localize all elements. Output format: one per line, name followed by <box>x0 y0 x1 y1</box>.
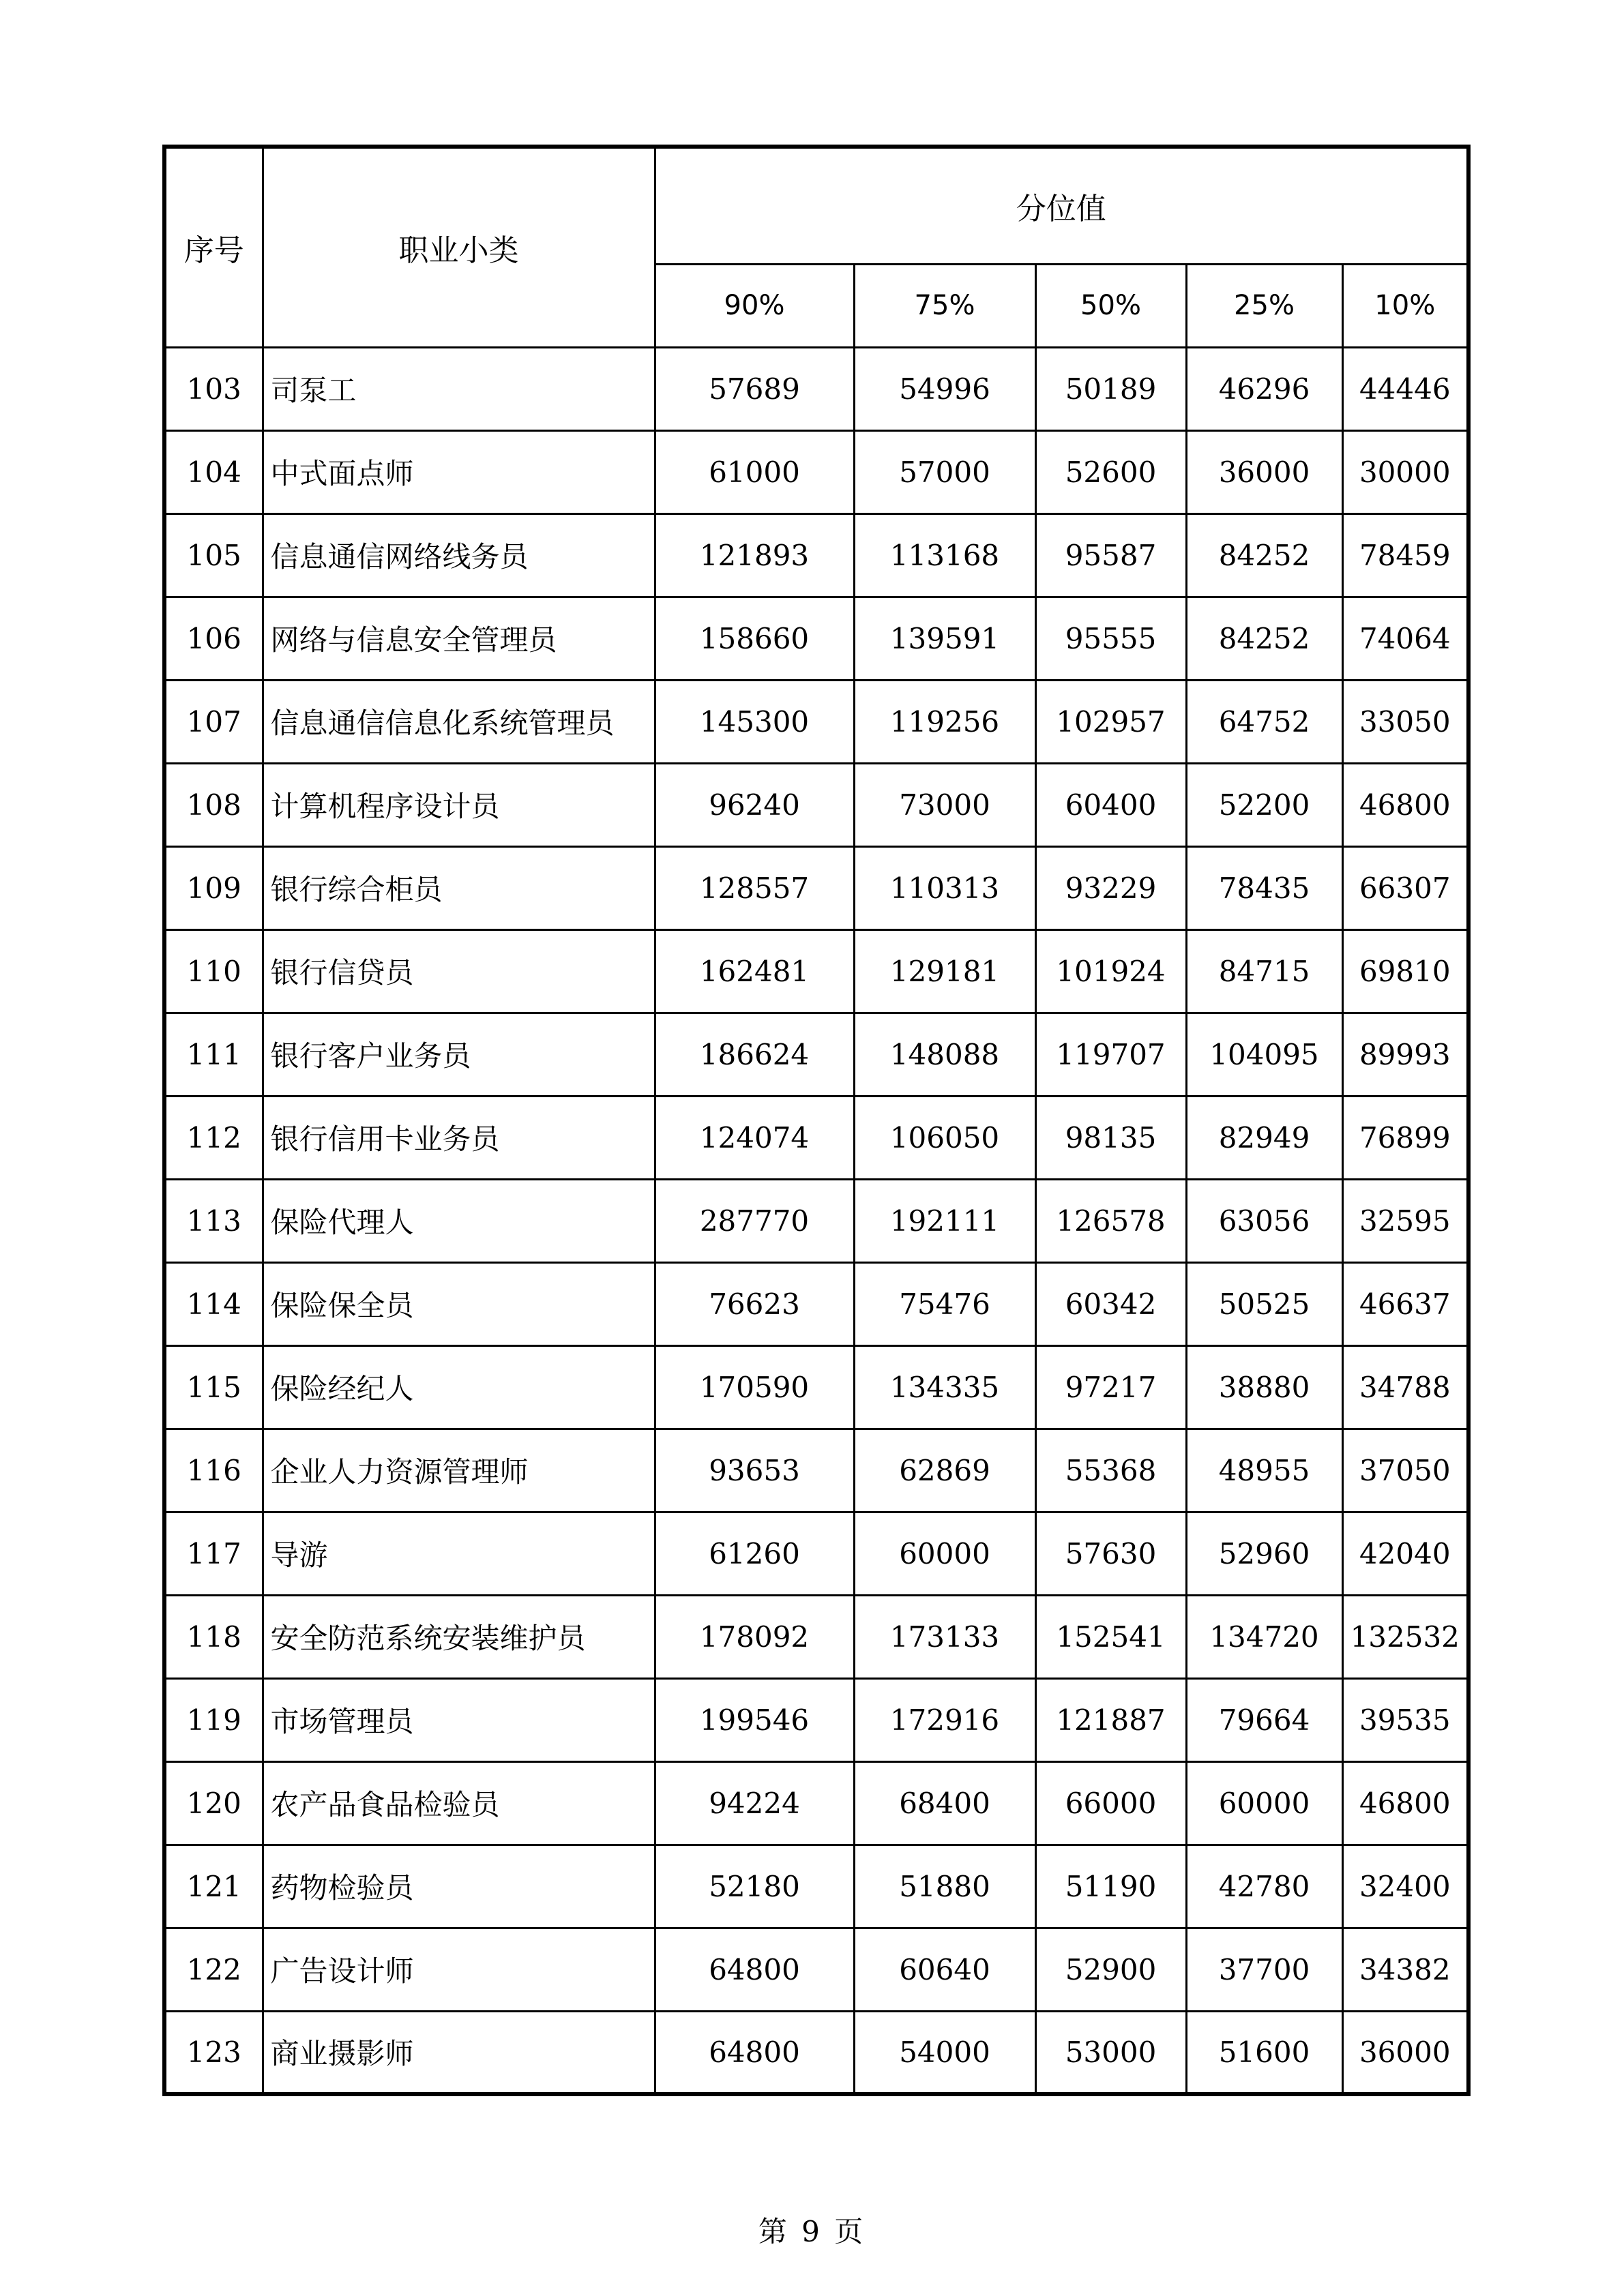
table-row <box>164 1096 1468 1179</box>
header-p25: 25% <box>1186 264 1342 347</box>
cell-p90: 121893 <box>655 513 854 597</box>
cell-p90: 170590 <box>655 1345 854 1429</box>
cell-p90: 158660 <box>655 597 854 680</box>
cell-p25: 52200 <box>1186 763 1342 846</box>
cell-occupation: 信息通信网络线务员 <box>263 513 655 597</box>
cell-p90: 128557 <box>655 846 854 929</box>
cell-seq: 122 <box>164 1928 263 2011</box>
cell-p75: 148088 <box>854 1013 1035 1096</box>
cell-p10: 46800 <box>1342 1761 1468 1845</box>
cell-p50: 95587 <box>1035 513 1186 597</box>
cell-seq: 109 <box>164 846 263 929</box>
cell-seq: 116 <box>164 1429 263 1512</box>
cell-p25: 48955 <box>1186 1429 1342 1512</box>
header-p10: 10% <box>1342 264 1468 347</box>
cell-p25: 82949 <box>1186 1096 1342 1179</box>
cell-seq: 114 <box>164 1262 263 1345</box>
cell-p75: 62869 <box>854 1429 1035 1512</box>
cell-seq: 123 <box>164 2011 263 2094</box>
cell-seq: 115 <box>164 1345 263 1429</box>
table-row <box>164 597 1468 680</box>
cell-p50: 60342 <box>1035 1262 1186 1345</box>
cell-p10: 39535 <box>1342 1678 1468 1761</box>
cell-p25: 38880 <box>1186 1345 1342 1429</box>
table-row <box>164 846 1468 929</box>
cell-occupation: 中式面点师 <box>263 430 655 513</box>
cell-p10: 36000 <box>1342 2011 1468 2094</box>
cell-p25: 36000 <box>1186 430 1342 513</box>
table-row <box>164 1429 1468 1512</box>
table-row <box>164 1013 1468 1096</box>
cell-seq: 112 <box>164 1096 263 1179</box>
cell-p50: 119707 <box>1035 1013 1186 1096</box>
cell-p50: 102957 <box>1035 680 1186 763</box>
table-row <box>164 1262 1468 1345</box>
cell-occupation: 信息通信信息化系统管理员 <box>263 680 655 763</box>
table-row <box>164 513 1468 597</box>
cell-p10: 32595 <box>1342 1179 1468 1262</box>
cell-p75: 139591 <box>854 597 1035 680</box>
cell-p25: 134720 <box>1186 1595 1342 1678</box>
cell-occupation: 计算机程序设计员 <box>263 763 655 846</box>
cell-p90: 52180 <box>655 1845 854 1928</box>
cell-p50: 52900 <box>1035 1928 1186 2011</box>
cell-p25: 52960 <box>1186 1512 1342 1595</box>
cell-seq: 121 <box>164 1845 263 1928</box>
cell-p75: 73000 <box>854 763 1035 846</box>
cell-seq: 103 <box>164 347 263 430</box>
cell-p75: 75476 <box>854 1262 1035 1345</box>
cell-p25: 84252 <box>1186 513 1342 597</box>
cell-p75: 60640 <box>854 1928 1035 2011</box>
cell-p10: 76899 <box>1342 1096 1468 1179</box>
cell-p10: 44446 <box>1342 347 1468 430</box>
cell-p75: 173133 <box>854 1595 1035 1678</box>
page-number: 第 9 页 <box>758 2215 866 2248</box>
cell-p10: 46800 <box>1342 763 1468 846</box>
cell-p75: 129181 <box>854 929 1035 1013</box>
table-row <box>164 2011 1468 2094</box>
cell-p90: 57689 <box>655 347 854 430</box>
cell-occupation: 保险保全员 <box>263 1262 655 1345</box>
wage-percentile-table <box>162 145 1471 2096</box>
cell-p10: 34382 <box>1342 1928 1468 2011</box>
cell-p75: 192111 <box>854 1179 1035 1262</box>
cell-p90: 64800 <box>655 2011 854 2094</box>
table-row <box>164 1928 1468 2011</box>
cell-p25: 84715 <box>1186 929 1342 1013</box>
cell-seq: 104 <box>164 430 263 513</box>
cell-occupation: 银行信用卡业务员 <box>263 1096 655 1179</box>
header-seq: 序号 <box>164 147 263 347</box>
cell-seq: 118 <box>164 1595 263 1678</box>
cell-p10: 66307 <box>1342 846 1468 929</box>
table-row <box>164 430 1468 513</box>
cell-p75: 68400 <box>854 1761 1035 1845</box>
cell-p50: 126578 <box>1035 1179 1186 1262</box>
cell-p10: 46637 <box>1342 1262 1468 1345</box>
table-row <box>164 1345 1468 1429</box>
cell-p50: 95555 <box>1035 597 1186 680</box>
cell-occupation: 广告设计师 <box>263 1928 655 2011</box>
cell-seq: 113 <box>164 1179 263 1262</box>
table-header <box>164 147 1468 347</box>
cell-p25: 79664 <box>1186 1678 1342 1761</box>
cell-p50: 52600 <box>1035 430 1186 513</box>
cell-occupation: 保险经纪人 <box>263 1345 655 1429</box>
cell-p50: 51190 <box>1035 1845 1186 1928</box>
cell-seq: 108 <box>164 763 263 846</box>
cell-seq: 107 <box>164 680 263 763</box>
cell-occupation: 网络与信息安全管理员 <box>263 597 655 680</box>
cell-p90: 61000 <box>655 430 854 513</box>
cell-occupation: 银行客户业务员 <box>263 1013 655 1096</box>
table-row <box>164 347 1468 430</box>
cell-p10: 37050 <box>1342 1429 1468 1512</box>
cell-seq: 117 <box>164 1512 263 1595</box>
cell-p50: 98135 <box>1035 1096 1186 1179</box>
cell-p90: 96240 <box>655 763 854 846</box>
cell-p50: 53000 <box>1035 2011 1186 2094</box>
cell-p25: 46296 <box>1186 347 1342 430</box>
cell-p50: 97217 <box>1035 1345 1186 1429</box>
cell-p75: 134335 <box>854 1345 1035 1429</box>
header-percentile-group: 分位值 <box>655 147 1468 264</box>
table-row <box>164 763 1468 846</box>
cell-p50: 121887 <box>1035 1678 1186 1761</box>
cell-p50: 66000 <box>1035 1761 1186 1845</box>
cell-occupation: 导游 <box>263 1512 655 1595</box>
cell-occupation: 银行综合柜员 <box>263 846 655 929</box>
cell-p50: 60400 <box>1035 763 1186 846</box>
table-row <box>164 1845 1468 1928</box>
cell-p75: 119256 <box>854 680 1035 763</box>
cell-seq: 119 <box>164 1678 263 1761</box>
cell-p75: 54996 <box>854 347 1035 430</box>
cell-p90: 287770 <box>655 1179 854 1262</box>
cell-occupation: 司泵工 <box>263 347 655 430</box>
cell-occupation: 企业人力资源管理师 <box>263 1429 655 1512</box>
cell-occupation: 农产品食品检验员 <box>263 1761 655 1845</box>
cell-seq: 110 <box>164 929 263 1013</box>
cell-p50: 152541 <box>1035 1595 1186 1678</box>
cell-p25: 64752 <box>1186 680 1342 763</box>
cell-occupation: 安全防范系统安装维护员 <box>263 1595 655 1678</box>
cell-p50: 101924 <box>1035 929 1186 1013</box>
cell-p25: 63056 <box>1186 1179 1342 1262</box>
cell-p90: 178092 <box>655 1595 854 1678</box>
cell-seq: 106 <box>164 597 263 680</box>
cell-p10: 74064 <box>1342 597 1468 680</box>
table-row <box>164 680 1468 763</box>
cell-p10: 132532 <box>1342 1595 1468 1678</box>
cell-p90: 76623 <box>655 1262 854 1345</box>
cell-occupation: 市场管理员 <box>263 1678 655 1761</box>
header-p75: 75% <box>854 264 1035 347</box>
table-row <box>164 929 1468 1013</box>
table-row <box>164 1512 1468 1595</box>
table-row <box>164 1761 1468 1845</box>
cell-p25: 37700 <box>1186 1928 1342 2011</box>
cell-p10: 42040 <box>1342 1512 1468 1595</box>
cell-occupation: 商业摄影师 <box>263 2011 655 2094</box>
cell-seq: 111 <box>164 1013 263 1096</box>
cell-p10: 89993 <box>1342 1013 1468 1096</box>
cell-p90: 162481 <box>655 929 854 1013</box>
cell-p10: 69810 <box>1342 929 1468 1013</box>
cell-p50: 55368 <box>1035 1429 1186 1512</box>
cell-p50: 93229 <box>1035 846 1186 929</box>
cell-p10: 78459 <box>1342 513 1468 597</box>
cell-p90: 199546 <box>655 1678 854 1761</box>
cell-p75: 57000 <box>854 430 1035 513</box>
cell-p75: 54000 <box>854 2011 1035 2094</box>
cell-p25: 78435 <box>1186 846 1342 929</box>
table-row <box>164 1678 1468 1761</box>
cell-p75: 113168 <box>854 513 1035 597</box>
header-occupation: 职业小类 <box>263 147 655 347</box>
cell-p90: 61260 <box>655 1512 854 1595</box>
cell-p10: 34788 <box>1342 1345 1468 1429</box>
cell-p10: 32400 <box>1342 1845 1468 1928</box>
cell-seq: 120 <box>164 1761 263 1845</box>
header-p90: 90% <box>655 264 854 347</box>
cell-p25: 42780 <box>1186 1845 1342 1928</box>
table-body <box>164 347 1468 2094</box>
cell-p25: 50525 <box>1186 1262 1342 1345</box>
cell-occupation: 银行信贷员 <box>263 929 655 1013</box>
cell-p50: 57630 <box>1035 1512 1186 1595</box>
cell-p75: 51880 <box>854 1845 1035 1928</box>
cell-p75: 106050 <box>854 1096 1035 1179</box>
cell-p90: 145300 <box>655 680 854 763</box>
header-p50: 50% <box>1035 264 1186 347</box>
cell-p25: 51600 <box>1186 2011 1342 2094</box>
cell-p90: 186624 <box>655 1013 854 1096</box>
cell-occupation: 药物检验员 <box>263 1845 655 1928</box>
cell-p10: 33050 <box>1342 680 1468 763</box>
cell-p25: 60000 <box>1186 1761 1342 1845</box>
cell-p25: 104095 <box>1186 1013 1342 1096</box>
cell-p90: 64800 <box>655 1928 854 2011</box>
table-row <box>164 1179 1468 1262</box>
cell-p75: 60000 <box>854 1512 1035 1595</box>
cell-p90: 124074 <box>655 1096 854 1179</box>
cell-p75: 172916 <box>854 1678 1035 1761</box>
cell-seq: 105 <box>164 513 263 597</box>
cell-p90: 93653 <box>655 1429 854 1512</box>
cell-p10: 30000 <box>1342 430 1468 513</box>
cell-p75: 110313 <box>854 846 1035 929</box>
table-row <box>164 1595 1468 1678</box>
cell-p25: 84252 <box>1186 597 1342 680</box>
cell-p50: 50189 <box>1035 347 1186 430</box>
cell-occupation: 保险代理人 <box>263 1179 655 1262</box>
cell-p90: 94224 <box>655 1761 854 1845</box>
